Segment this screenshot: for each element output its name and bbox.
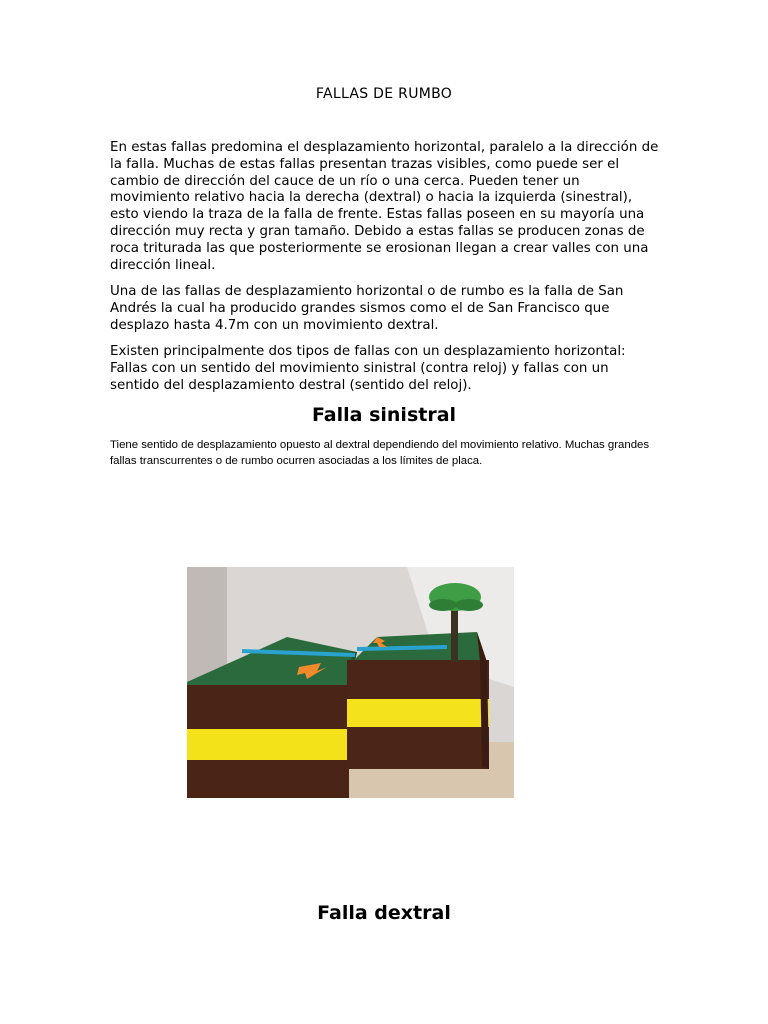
paragraph-san-andres: Una de las fallas de desplazamiento horizontal o de rumbo es la falla de San Andrés la cual ha producido grandes sismos como el de San Francisco que desplazo hasta 4.7m con un movimiento dextral. [110,284,624,333]
sinistral-description: Tiene sentido de desplazamiento opuesto al dextral dependiendo del movimiento relativo. Muchas grandes fallas transcurrentes o de rumbo ocurren asociadas a los límites de placa. [110,439,650,467]
heading-falla-dextral: Falla dextral [317,902,451,924]
heading-falla-sinistral: Falla sinistral [311,404,457,426]
document-title: FALLAS DE RUMBO [315,86,453,102]
paragraph-intro: En estas fallas predomina el desplazamiento horizontal, paralelo a la dirección de la falla. Muchas de estas fallas presentan trazas visibles, como puede ser el cambio de dirección del cauce de un río o una cerca. Pueden tener un movimiento relativo hacia la derecha (dextral) o hacia la izquierda (sinestral), esto viendo la traza de la falla de frente. Estas fallas poseen en su mayoría una dirección muy recta y gran tamaño. Debido a estas fallas se producen zonas de roca triturada las que posteriormente se erosionan llegan a crear valles con una dirección lineal. [110,140,659,273]
fault-model-photo [187,567,514,798]
fault-model-illustration [187,567,514,798]
paragraph-types: Existen principalmente dos tipos de fallas con un desplazamiento horizontal: Fallas con un sentido del movimiento sinistral (contra reloj) y fallas con un sentido del desplazamiento destral (sentido del reloj). [110,344,626,393]
